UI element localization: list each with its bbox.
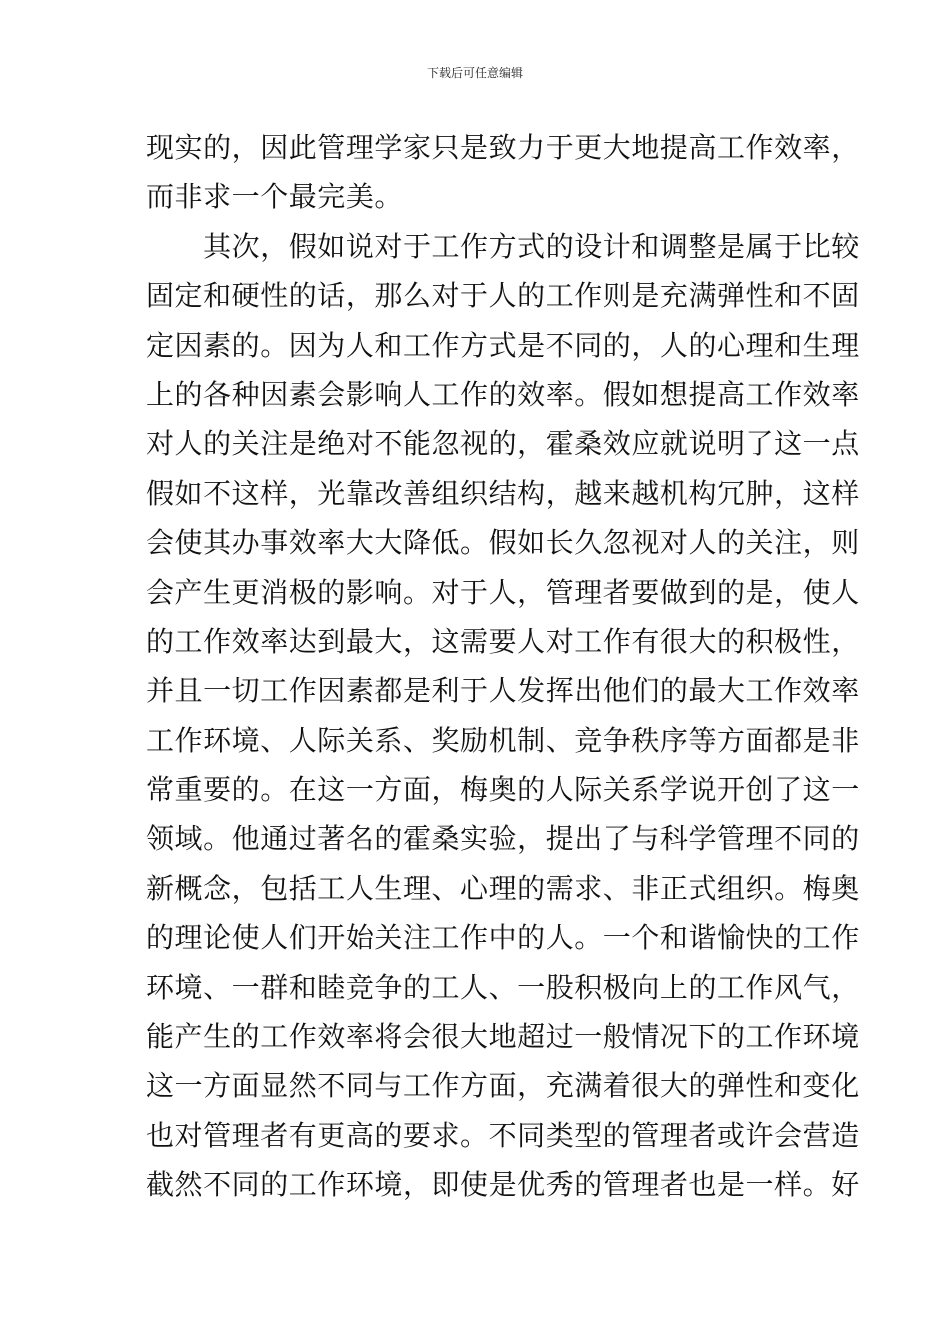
text-line: 并且一切工作因素都是利于人发挥出他们的最大工作效率 [146, 674, 860, 708]
text-line: 对人的关注是绝对不能忽视的，霍桑效应就说明了这一点 [146, 427, 860, 461]
text-line: 固定和硬性的话，那么对于人的工作则是充满弹性和不固 [146, 279, 860, 313]
body-text [146, 128, 860, 1215]
text-line: 的理论使人们开始关注工作中的人。一个和谐愉快的工作 [146, 921, 860, 955]
text-line: 截然不同的工作环境，即使是优秀的管理者也是一样。好 [146, 1168, 860, 1202]
text-line: 而非求一个最完美。 [146, 180, 403, 214]
text-line: 定因素的。因为人和工作方式是不同的，人的心理和生理 [146, 328, 860, 362]
text-line: 假如不这样，光靠改善组织结构，越来越机构冗肿，这样 [146, 476, 860, 510]
text-line: 的工作效率达到最大，这需要人对工作有很大的积极性， [146, 624, 860, 658]
text-line: 会产生更消极的影响。对于人，管理者要做到的是，使人 [146, 575, 860, 609]
text-line: 其次，假如说对于工作方式的设计和调整是属于比较 [146, 229, 860, 263]
text-line: 工作环境、人际关系、奖励机制、竞争秩序等方面都是非 [146, 723, 860, 757]
text-line: 也对管理者有更高的要求。不同类型的管理者或许会营造 [146, 1118, 860, 1152]
text-line: 上的各种因素会影响人工作的效率。假如想提高工作效率 [146, 377, 860, 411]
text-line: 新概念，包括工人生理、心理的需求、非正式组织。梅奥 [146, 871, 860, 905]
page-header: 下载后可任意编辑 [426, 66, 523, 80]
text-line: 现实的，因此管理学家只是致力于更大地提高工作效率， [146, 131, 860, 164]
text-line: 领域。他通过著名的霍桑实验，提出了与科学管理不同的 [146, 822, 860, 856]
text-line: 能产生的工作效率将会很大地超过一般情况下的工作环境 [146, 1020, 860, 1054]
text-line: 会使其办事效率大大降低。假如长久忽视对人的关注，则 [146, 526, 860, 560]
text-line: 常重要的。在这一方面，梅奥的人际关系学说开创了这一 [146, 773, 860, 807]
text-line: 这一方面显然不同与工作方面，充满着很大的弹性和变化 [146, 1069, 860, 1103]
text-line: 环境、一群和睦竞争的工人、一股积极向上的工作风气， [146, 970, 860, 1004]
